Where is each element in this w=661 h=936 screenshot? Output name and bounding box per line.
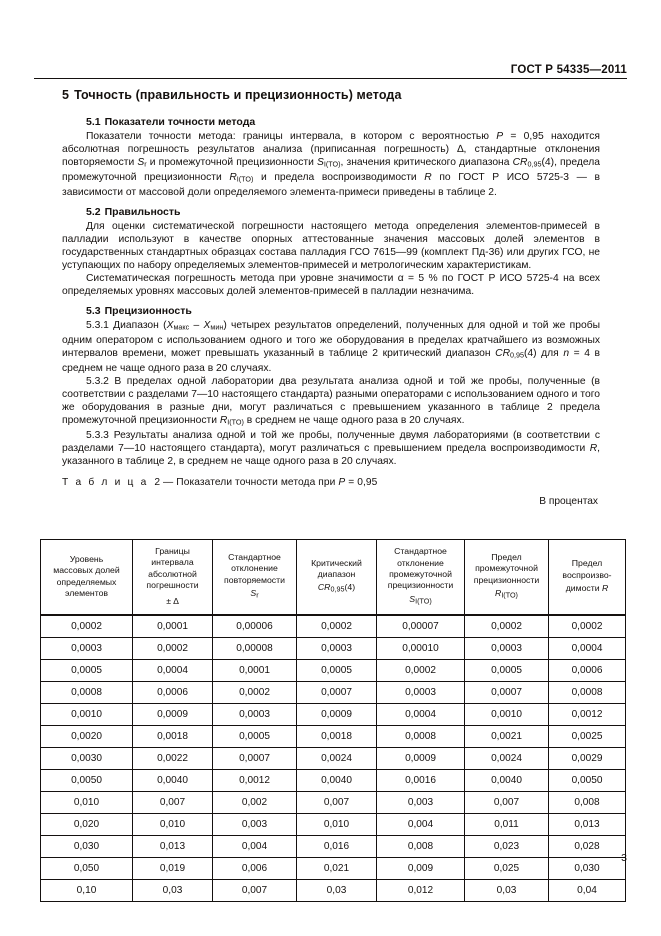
caption-value: = 0,95 <box>345 476 378 488</box>
caption-symbol-P: P <box>338 476 346 488</box>
table-cell: 0,03 <box>133 880 213 902</box>
table-cell: 0,0040 <box>133 770 213 792</box>
table-cell: 0,0050 <box>549 770 626 792</box>
text-run: (4), предела промежуточной прецизионности <box>62 157 600 183</box>
running-header <box>34 60 627 78</box>
text-run: Показатели точности метода: границы интервала, в котором с вероятностью <box>86 131 497 142</box>
subsection-heading-5-3 <box>62 305 600 317</box>
section-number: 5 <box>62 88 70 102</box>
table-cell: 0,007 <box>465 792 549 814</box>
table-cell: 0,03 <box>297 880 377 902</box>
precision-table <box>40 539 626 902</box>
header-line: Предел <box>571 558 603 569</box>
header-symbol-CR: CR <box>317 582 331 593</box>
table-cell: 0,0007 <box>297 682 377 704</box>
table-cell: 0,013 <box>133 836 213 858</box>
table-cell: 0,020 <box>41 814 133 836</box>
table-cell: 0,0005 <box>465 660 549 682</box>
table-cell: 0,0040 <box>297 770 377 792</box>
table-cell: 0,007 <box>297 792 377 814</box>
header-line: воспроизво- <box>562 569 612 580</box>
table-cell: 0,030 <box>549 858 626 880</box>
table-cell: 0,0010 <box>465 704 549 726</box>
table-cell: 0,0002 <box>297 615 377 638</box>
table-cell: 0,016 <box>297 836 377 858</box>
text-run: В пределах одной лаборатории два результата анализа одной и той же пробы, полученные (в соответствии с разделами 7—10 настоящего стандарта) разными операторами с использованием одного и того же оборудования в разные дни, могут различаться с превышением указанного в таблице 2 предела промежуточной прецизионности <box>62 375 600 426</box>
column-header-sr <box>213 540 297 616</box>
table-cell: 0,0025 <box>549 726 626 748</box>
table-row <box>41 682 626 704</box>
table-cell: 0,0007 <box>213 748 297 770</box>
table-cell: 0,028 <box>549 836 626 858</box>
table-cell: 0,0050 <box>41 770 133 792</box>
header-subscript-095: 0,95 <box>330 585 345 594</box>
subsection-heading-5-2 <box>62 206 600 218</box>
subscript-ito: I(TO) <box>323 159 341 169</box>
table-cell: 0,030 <box>41 836 133 858</box>
table-units-note: В процентах <box>539 495 598 507</box>
table-row <box>41 836 626 858</box>
column-header-s-ito <box>377 540 465 616</box>
table-cell: 0,0002 <box>549 615 626 638</box>
table-cell: 0,0024 <box>465 748 549 770</box>
table-cell: 0,010 <box>297 814 377 836</box>
symbol-R-ito: R <box>229 171 237 183</box>
table-cell: 0,04 <box>549 880 626 902</box>
header-symbol-R-ito: R <box>495 588 502 599</box>
paragraph-5-2-b: Систематическая погрешность метода при уровне значимости α = 5 % по ГОСТ Р ИСО 5725-4 на всех определяемых уровнях массовых долей элементов-примесей в палладии незначима. <box>62 273 600 298</box>
table-cell: 0,0001 <box>133 615 213 638</box>
table-cell: 0,050 <box>41 858 133 880</box>
header-line: Стандартное <box>228 551 281 562</box>
table-cell: 0,0005 <box>297 660 377 682</box>
subscript-ito2: I(TO) <box>236 174 254 184</box>
table-row <box>41 814 626 836</box>
header-line: промежуточной <box>389 569 452 580</box>
header-line: Стандартное <box>394 546 447 557</box>
minus-sign: – <box>189 320 204 332</box>
table-header-row <box>41 540 626 616</box>
table-cell: 0,0004 <box>549 638 626 660</box>
table-cell: 0,0009 <box>377 748 465 770</box>
header-line: димости <box>565 583 600 594</box>
text-run: , указанного в таблице 2, в среднем не чаще одного раза в 20 случаях. <box>62 442 600 467</box>
page-number: 3 <box>621 852 627 864</box>
table-cell: 0,0016 <box>377 770 465 792</box>
header-line: Предел <box>491 551 522 562</box>
table-cell: 0,0018 <box>133 726 213 748</box>
table-cell: 0,007 <box>213 880 297 902</box>
subscript-095: 0,95 <box>527 159 542 169</box>
header-symbol-S-ito: S <box>409 593 416 604</box>
table-cell: 0,0009 <box>133 704 213 726</box>
table-caption <box>62 477 600 488</box>
table-cell: 0,0024 <box>297 748 377 770</box>
text-run: , значения критического диапазона <box>340 157 513 169</box>
table-cell: 0,009 <box>377 858 465 880</box>
symbol-S: S <box>137 157 145 169</box>
table-cell: 0,019 <box>133 858 213 880</box>
text-run: ) четырех результатов определений, полученных для одной и той же пробы одним оператором с использованием одного и того же оборудования в пределах кратчайшего из возможных интервалов времени, может превышать указанный в таблице 2 критический диапазон <box>62 320 601 359</box>
header-line: прецизионности <box>387 580 454 591</box>
table-cell: 0,0018 <box>297 726 377 748</box>
symbol-S-ito: S <box>316 157 324 169</box>
table-row <box>41 748 626 770</box>
paragraph-5-1 <box>62 130 600 199</box>
header-symbol-S: S <box>250 588 257 599</box>
table-row <box>41 726 626 748</box>
precision-table-container <box>40 533 626 902</box>
header-line: элементов <box>64 587 109 598</box>
header-line: Границы <box>155 546 190 556</box>
table-cell: 0,00006 <box>213 615 297 638</box>
paragraph-5-3-1 <box>62 319 600 375</box>
table-row <box>41 660 626 682</box>
subsection-number: 5.2 <box>86 205 101 218</box>
table-cell: 0,0003 <box>41 638 133 660</box>
header-line: Уровень <box>69 553 104 564</box>
table-cell: 0,0022 <box>133 748 213 770</box>
column-header-abs-error <box>133 540 213 616</box>
table-cell: 0,0008 <box>549 682 626 704</box>
header-subscript-ito: I(TO) <box>501 590 518 600</box>
subsection-number: 5.1 <box>86 116 101 128</box>
header-line: Критический <box>311 557 362 568</box>
table-cell: 0,0003 <box>465 638 549 660</box>
table-cell: 0,013 <box>549 814 626 836</box>
table-cell: 0,007 <box>133 792 213 814</box>
table-cell: 0,012 <box>377 880 465 902</box>
table-cell: 0,021 <box>297 858 377 880</box>
table-caption-dash: — <box>163 476 174 488</box>
symbol-P: P <box>496 131 504 142</box>
table-cell: 0,00010 <box>377 638 465 660</box>
table-row <box>41 638 626 660</box>
subsection-title: Показатели точности метода <box>104 116 256 128</box>
symbol-CR-2: CR <box>495 347 511 359</box>
table-caption-text: Показатели точности метода при <box>176 476 339 488</box>
table-cell: 0,003 <box>377 792 465 814</box>
table-cell: 0,00007 <box>377 615 465 638</box>
table-caption-label: Т а б л и ц а <box>62 476 149 488</box>
text-run: по ГОСТ Р ИСО 5725-3 — в зависимости от массовой доли определяемого элемента-примеси приведены в таблице 2. <box>62 171 600 198</box>
header-line: повторяемости <box>224 574 285 585</box>
clause-number: 5.3.2 <box>86 375 109 387</box>
table-row <box>41 704 626 726</box>
table-cell: 0,00008 <box>213 638 297 660</box>
header-line: прецизионности <box>473 574 540 585</box>
table-cell: 0,0001 <box>213 660 297 682</box>
standard-number: ГОСТ Р 54335—2011 <box>510 64 627 76</box>
table-cell: 0,010 <box>41 792 133 814</box>
table-cell: 0,0020 <box>41 726 133 748</box>
text-run: Результаты анализа одной и той же пробы, полученные двумя лабораториями (в соответствии с разделами 7—10 настоящего стандарта), могут различаться с превышением предела воспроизводимости <box>62 429 600 454</box>
table-cell: 0,0003 <box>377 682 465 704</box>
paragraph-5-3-2 <box>62 375 600 429</box>
column-header-reproducibility <box>549 540 626 616</box>
header-subscript-ito: I(TO) <box>415 596 432 606</box>
table-cell: 0,0029 <box>549 748 626 770</box>
table-cell: 0,10 <box>41 880 133 902</box>
table-cell: 0,0002 <box>133 638 213 660</box>
table-cell: 0,003 <box>213 814 297 836</box>
header-line: определяемых <box>56 576 117 587</box>
subscript-ito-3: I(TO) <box>227 417 244 427</box>
table-cell: 0,0004 <box>377 704 465 726</box>
paragraph-5-3-3 <box>62 429 600 468</box>
column-header-level <box>41 540 133 616</box>
table-cell: 0,025 <box>465 858 549 880</box>
table-cell: 0,0012 <box>549 704 626 726</box>
table-cell: 0,03 <box>465 880 549 902</box>
symbol-R-ito-2: R <box>219 415 228 426</box>
table-cell: 0,0030 <box>41 748 133 770</box>
subsection-number: 5.3 <box>86 305 101 318</box>
table-cell: 0,011 <box>465 814 549 836</box>
table-cell: 0,0009 <box>297 704 377 726</box>
table-caption-number: 2 <box>154 476 161 488</box>
table-cell: 0,0008 <box>377 726 465 748</box>
subscript-095-2: 0,95 <box>510 350 525 360</box>
table-cell: 0,0002 <box>465 615 549 638</box>
table-cell: 0,010 <box>133 814 213 836</box>
section-title: Точность (правильность и прецизионность) метода <box>74 88 402 102</box>
table-cell: 0,0006 <box>549 660 626 682</box>
subscript-max: макс <box>173 322 190 332</box>
text-run: (4) для <box>524 347 564 359</box>
table-cell: 0,004 <box>377 814 465 836</box>
subsection-heading-5-1 <box>62 116 600 128</box>
header-line: погрешности <box>146 580 199 591</box>
table-head <box>41 540 626 616</box>
text-run: и промежуточной прецизионности <box>146 157 317 169</box>
table-cell: 0,006 <box>213 858 297 880</box>
paragraph-5-2-a: Для оценки систематической погрешности настоящего метода определения элементов-примесей в палладии используют в качестве опорных аттестованные значения массовых долей элементов в государственных стандартных образцах состава палладия ГСО 7615—99 (комплект Пд-36) или других ГСО, не уступающих по набору определяемых элементов-примесей и метрологическим характеристикам. <box>62 220 600 271</box>
symbol-X-min: X <box>203 320 211 332</box>
table-cell: 0,023 <box>465 836 549 858</box>
subsection-title: Прецизионность <box>104 305 192 318</box>
header-suffix-4: (4) <box>344 582 356 593</box>
text-run: и предела воспроизводимости <box>253 171 425 183</box>
table-cell: 0,0005 <box>41 660 133 682</box>
header-line: диапазон <box>317 569 356 580</box>
table-cell: 0,0010 <box>41 704 133 726</box>
header-line: массовых долей <box>53 565 120 576</box>
table-row <box>41 880 626 902</box>
symbol-R: R <box>424 171 432 183</box>
table-cell: 0,008 <box>377 836 465 858</box>
header-line: промежуточной <box>475 563 538 574</box>
column-header-r-ito <box>465 540 549 616</box>
table-cell: 0,0002 <box>213 682 297 704</box>
table-cell: 0,0005 <box>213 726 297 748</box>
section-heading <box>62 88 600 102</box>
table-cell: 0,002 <box>213 792 297 814</box>
table-cell: 0,004 <box>213 836 297 858</box>
document-body <box>62 88 600 507</box>
table-cell: 0,0007 <box>465 682 549 704</box>
text-run: = 0,95 находится абсолютная погрешность результатов анализа (приписанная погрешность) ∆, стандартные отклонения повторяемости <box>62 131 600 169</box>
table-row <box>41 858 626 880</box>
header-symbol-delta: ± ∆ <box>166 595 179 606</box>
table-cell: 0,0002 <box>377 660 465 682</box>
table-cell: 0,0006 <box>133 682 213 704</box>
table-cell: 0,008 <box>549 792 626 814</box>
header-subscript-r: r <box>256 590 259 600</box>
text-run: в среднем не чаще одного раза в 20 случаях. <box>243 415 465 426</box>
subscript-min: мин <box>210 322 224 332</box>
table-row <box>41 792 626 814</box>
table-cell: 0,0003 <box>213 704 297 726</box>
clause-number: 5.3.1 <box>86 320 109 332</box>
table-cell: 0,0008 <box>41 682 133 704</box>
text-run: = 4 в среднем не чаще одного раза в 20 случаях. <box>62 347 600 374</box>
subsection-title: Правильность <box>104 205 181 218</box>
table-cell: 0,0002 <box>41 615 133 638</box>
text-run: Диапазон ( <box>108 320 167 332</box>
header-line: отклонение <box>231 563 278 574</box>
table-row <box>41 770 626 792</box>
symbol-n: n <box>563 347 570 359</box>
table-cell: 0,0021 <box>465 726 549 748</box>
column-header-critical-range <box>297 540 377 616</box>
subscript-r: r <box>144 159 147 169</box>
table-cell: 0,0012 <box>213 770 297 792</box>
header-line: интервала <box>151 557 194 568</box>
table-cell: 0,0003 <box>297 638 377 660</box>
table-cell: 0,0004 <box>133 660 213 682</box>
symbol-X-max: X <box>166 320 174 332</box>
symbol-CR: CR <box>512 157 528 169</box>
clause-number: 5.3.3 <box>86 429 109 441</box>
header-symbol-R: R <box>602 583 609 594</box>
table-row <box>41 615 626 638</box>
header-line: абсолютной <box>148 568 197 579</box>
header-divider <box>34 78 627 79</box>
symbol-R-2: R <box>589 442 598 454</box>
table-cell: 0,0040 <box>465 770 549 792</box>
table-body <box>41 615 626 902</box>
header-line: отклонение <box>397 557 444 568</box>
